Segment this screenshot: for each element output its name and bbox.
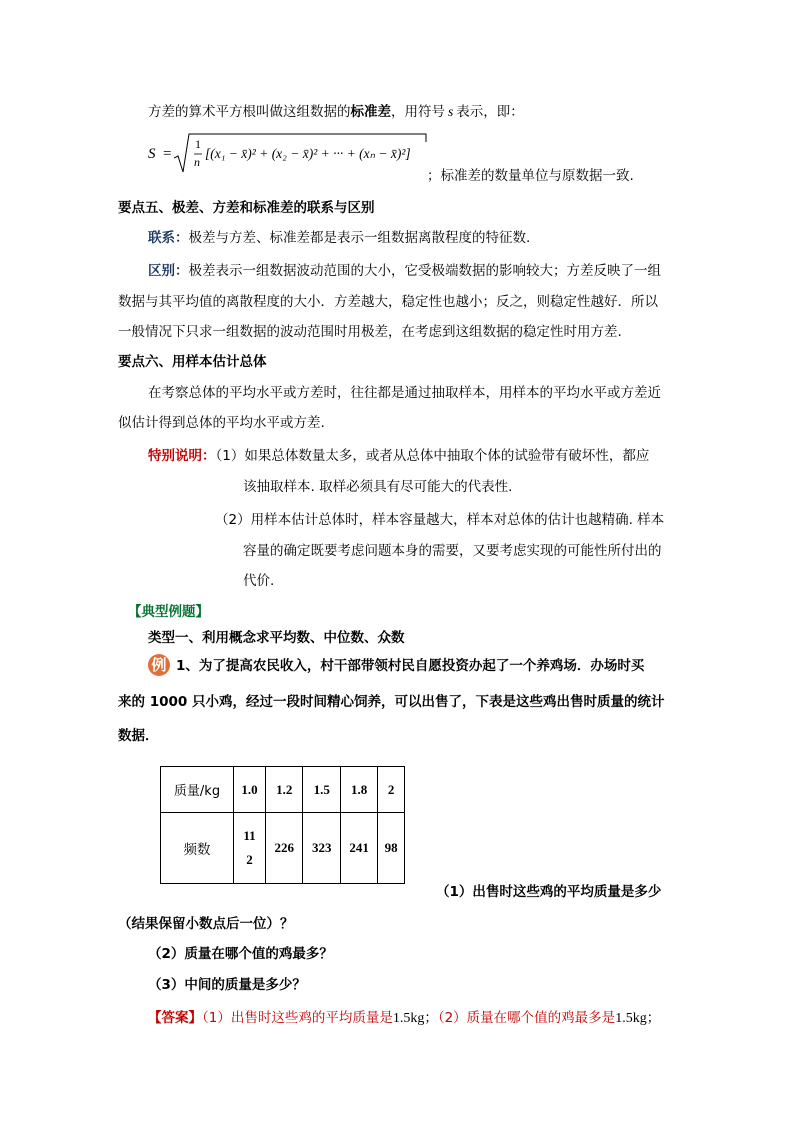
answer-text1: （1）出售时这些鸡的平均质量是 bbox=[202, 1010, 393, 1026]
section6-heading: 要点六、用样本估计总体 bbox=[118, 354, 267, 370]
formula-eq: = bbox=[163, 146, 172, 162]
std-intro-pre: 方差的算术平方根叫做这组数据的 bbox=[148, 104, 351, 120]
diff-text1: 极差表示一组数据波动范围的大小，它受极端数据的影响较大；方差反映了一组 bbox=[188, 263, 661, 279]
note-label: 特别说明： bbox=[148, 448, 216, 464]
table-cell: 2 bbox=[378, 767, 405, 813]
answer-value2: 1.5kg bbox=[615, 1011, 647, 1026]
table-header-mass bbox=[161, 767, 234, 813]
std-term: 标准差 bbox=[350, 104, 391, 120]
frequency-table bbox=[160, 766, 405, 884]
note1-text1: （1）如果总体数量太多，或者从总体中抽取个体的试验带有破坏性，都应 bbox=[215, 448, 650, 464]
sec6-para2: 似估计得到总体的平均水平或方差. bbox=[118, 415, 325, 431]
table-row-frequency bbox=[161, 813, 405, 884]
note2-line1: （2）用样本估计总体时，样本容量越大，样本对总体的估计也越精确. 样本 bbox=[215, 512, 665, 528]
formula-s: S bbox=[148, 146, 156, 162]
table-cell: 98 bbox=[378, 813, 405, 884]
link-text: 极差与方差、标准差都是表示一组数据离散程度的特征数. bbox=[188, 230, 531, 246]
note1-line2: 该抽取样本. 取样必须具有尽可能大的代表性. bbox=[243, 479, 513, 495]
subquestion1-line1: （1）出售时这些鸡的平均质量是多少 bbox=[436, 884, 662, 900]
subquestion3: （3）中间的质量是多少？ bbox=[148, 977, 306, 993]
formula-one: 1 bbox=[195, 137, 201, 151]
std-intro-post: 表示，即： bbox=[456, 104, 524, 120]
answer-sep: ； bbox=[424, 1010, 438, 1026]
example-badge-icon: 例 bbox=[148, 654, 170, 676]
table-cell: 1.2 bbox=[266, 767, 303, 813]
section5-heading: 要点五、极差、方差和标准差的联系与区别 bbox=[118, 200, 375, 216]
formula-tail: ；标准差的数量单位与原数据一致. bbox=[427, 168, 634, 184]
cell-part: 2 bbox=[246, 852, 253, 867]
cell-part: 11 bbox=[243, 828, 256, 843]
std-symbol: s bbox=[448, 104, 454, 119]
diff-label: 区别： bbox=[148, 263, 189, 279]
diff-line3: 一般情况下只求一组数据的波动范围时用极差，在考虑到这组数据的稳定性时用方差. bbox=[118, 324, 622, 340]
diff-line2: 数据与其平均值的离散程度的大小．方差越大，稳定性也越小；反之，则稳定性越好．所以 bbox=[118, 294, 658, 310]
mass-label: 质量/kg bbox=[173, 784, 221, 799]
table-row-mass bbox=[161, 767, 405, 813]
question-line3: 数据． bbox=[118, 728, 159, 744]
answer-end: ； bbox=[646, 1010, 661, 1026]
std-intro bbox=[148, 102, 524, 122]
table-cell: 1.0 bbox=[234, 767, 266, 813]
table-header-frequency bbox=[161, 813, 234, 884]
answer-label: 【答案】 bbox=[148, 1010, 202, 1026]
formula-body: [(x₁ − x̄)² + (x₂ − x̄)² + ··· + (xₙ − x̄)²] bbox=[205, 146, 411, 161]
answer-value1: 1.5kg bbox=[392, 1011, 425, 1026]
note1-line1 bbox=[148, 446, 649, 466]
type1-heading: 类型一、利用概念求平均数、中位数、众数 bbox=[148, 630, 405, 646]
link-line bbox=[148, 228, 530, 248]
diff-line1 bbox=[148, 261, 661, 281]
table-cell bbox=[234, 813, 266, 884]
subquestion2: （2）质量在哪个值的鸡最多？ bbox=[148, 946, 333, 962]
std-intro-mid: ，用符号 bbox=[391, 104, 445, 120]
note2-line3: 代价. bbox=[243, 573, 275, 589]
table-cell: 1.8 bbox=[340, 767, 377, 813]
answer-text2: （2）质量在哪个值的鸡最多是 bbox=[437, 1010, 616, 1026]
table-cell: 1.5 bbox=[303, 767, 340, 813]
question-line1: 1、为了提高农民收入，村干部带领村民自愿投资办起了一个养鸡场．办场时买 bbox=[176, 658, 645, 674]
frequency-label: 频数 bbox=[183, 842, 211, 858]
sec6-para1: 在考察总体的平均水平或方差时，往往都是通过抽取样本，用样本的平均水平或方差近 bbox=[148, 385, 661, 401]
formula-n: n bbox=[194, 155, 200, 169]
table-cell: 323 bbox=[303, 813, 340, 884]
link-label: 联系： bbox=[148, 230, 189, 246]
examples-heading: 【典型例题】 bbox=[128, 604, 209, 620]
table-cell: 226 bbox=[266, 813, 303, 884]
question-line2: 来的 1000 只小鸡，经过一段时间精心饲养，可以出售了，下表是这些鸡出售时质量的统计 bbox=[118, 694, 665, 710]
table-cell: 241 bbox=[340, 813, 377, 884]
note2-line2: 容量的确定既要考虑问题本身的需要，又要考虑实现的可能性所付出的 bbox=[243, 543, 662, 559]
answer-line bbox=[148, 1008, 660, 1029]
subquestion1-line2: （结果保留小数点后一位）？ bbox=[118, 916, 294, 932]
